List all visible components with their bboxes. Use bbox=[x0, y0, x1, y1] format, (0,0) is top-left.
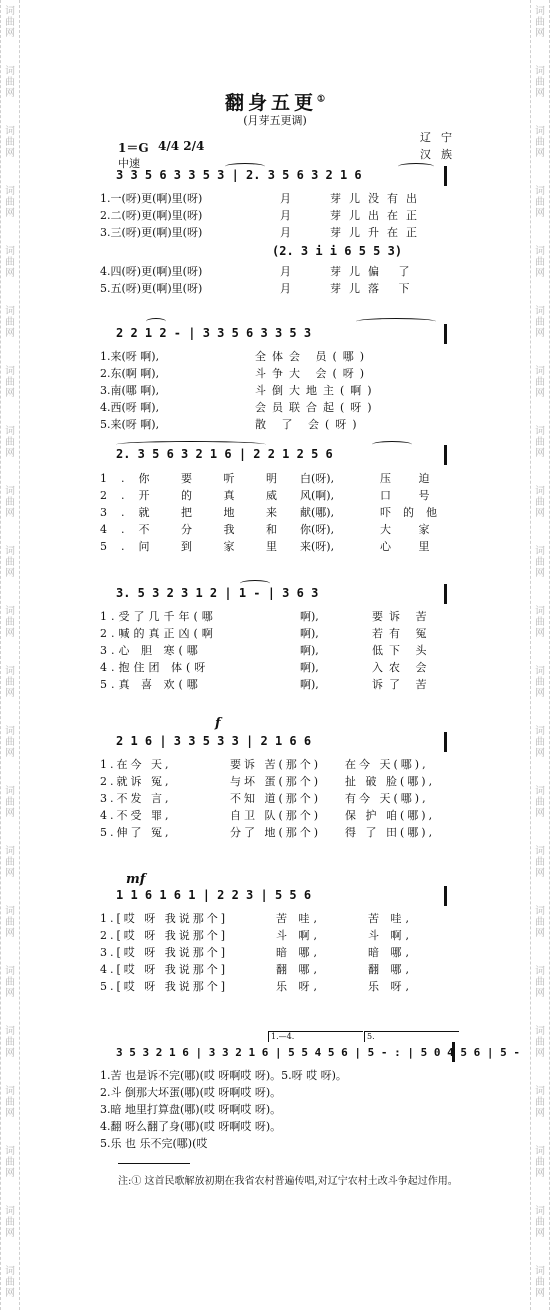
tempo-marking: 中速 bbox=[118, 157, 140, 170]
side-watermark: 词 曲 网 bbox=[5, 66, 15, 99]
lyric-fragment: 1.[哎 呀 我说那个] bbox=[100, 912, 229, 925]
lyric-fragment: 啊), bbox=[300, 661, 319, 674]
lyric-fragment: 苦 哇, bbox=[368, 912, 413, 925]
lyric-fragment: 月 bbox=[280, 282, 291, 295]
lyric-fragment: 5.[哎 呀 我说那个] bbox=[100, 980, 229, 993]
lyric-fragment: 5.乐 也 乐不完(哪)(哎 bbox=[100, 1137, 208, 1150]
lyric-fragment: 压 迫 bbox=[380, 472, 442, 485]
lyric-fragment: 啊), bbox=[300, 610, 319, 623]
side-watermark: 词 曲 网 bbox=[5, 246, 15, 279]
lyric-fragment: 2.就诉 冤, bbox=[100, 775, 172, 788]
lyric-fragment: 2.斗 倒那大坏蛋(哪)(哎 呀啊哎 呀)。 bbox=[100, 1086, 282, 1099]
notation-line: (2. 3 i i 6 5 5 3) bbox=[272, 244, 403, 258]
lyric-fragment: 会员联合起(呀) bbox=[255, 401, 378, 414]
side-watermark: 词 曲 网 bbox=[535, 666, 545, 699]
side-watermark: 词 曲 网 bbox=[535, 246, 545, 279]
tie bbox=[398, 163, 434, 170]
lyric-fragment: 有今 天(哪), bbox=[345, 792, 429, 805]
lyric-fragment: 芽儿出在正 bbox=[330, 209, 425, 222]
tie bbox=[225, 163, 265, 170]
side-watermark: 词 曲 网 bbox=[5, 666, 15, 699]
lyric-fragment: 月 bbox=[280, 226, 291, 239]
barline bbox=[444, 886, 447, 906]
side-watermark: 词 曲 网 bbox=[5, 606, 15, 639]
lyric-fragment: 4.[哎 呀 我说那个] bbox=[100, 963, 229, 976]
lyric-fragment: 3.南(哪 啊), bbox=[100, 384, 160, 397]
lyric-fragment: 暗 哪, bbox=[368, 946, 413, 959]
side-watermark: 词 曲 网 bbox=[535, 1146, 545, 1179]
lyric-fragment: 你(呀), bbox=[300, 523, 335, 536]
origin-region: 辽宁 bbox=[420, 131, 462, 144]
volta-bracket-second: 5. bbox=[364, 1031, 459, 1042]
lyric-fragment: 1.来(呀 啊), bbox=[100, 350, 160, 363]
side-watermark: 词 曲 网 bbox=[5, 1206, 15, 1239]
side-watermark: 词 曲 网 bbox=[5, 966, 15, 999]
lyric-fragment: 1.受了几千年(哪 bbox=[100, 610, 217, 623]
lyric-fragment: 3.心 胆 寒(哪 bbox=[100, 644, 202, 657]
lyric-fragment: 自卫 队(那个) bbox=[230, 809, 322, 822]
footnote: 注:① 这首民歌解放初期在我省农村普遍传唱,对辽宁农村土改斗争起过作用。 bbox=[118, 1176, 458, 1187]
side-watermark: 词 曲 网 bbox=[535, 846, 545, 879]
lyric-fragment: 散 了 会(呀) bbox=[255, 418, 363, 431]
barline bbox=[444, 324, 447, 344]
lyric-fragment: 4.四(呀)更(啊)里(呀) bbox=[100, 265, 203, 278]
lyric-fragment: 翻 哪, bbox=[276, 963, 321, 976]
lyric-fragment: 来(呀), bbox=[300, 540, 335, 553]
lyric-fragment: 分了 地(那个) bbox=[230, 826, 322, 839]
lyric-fragment: 口 号 bbox=[380, 489, 442, 502]
lyric-fragment: 入农 会 bbox=[372, 661, 433, 674]
time-signature: 4/4 2/4 bbox=[158, 139, 205, 153]
footnote-rule bbox=[118, 1163, 190, 1164]
lyric-fragment: 5.来(呀 啊), bbox=[100, 418, 160, 431]
side-watermark: 词 曲 网 bbox=[535, 606, 545, 639]
final-barline bbox=[452, 1042, 455, 1062]
title-footnote-marker: ① bbox=[316, 94, 326, 105]
notation-line: 1 1 6 1 6 1 | 2 2 3 | 5 5 6 bbox=[116, 888, 312, 902]
barline bbox=[444, 166, 447, 186]
lyric-fragment: 要诉 苦(那个) bbox=[230, 758, 322, 771]
side-watermark: 词 曲 网 bbox=[535, 186, 545, 219]
lyric-fragment: 与坏 蛋(那个) bbox=[230, 775, 322, 788]
lyric-fragment: 风(啊), bbox=[300, 489, 335, 502]
origin-ethnicity: 汉族 bbox=[420, 148, 462, 161]
lyric-fragment: 3.三(呀)更(啊)里(呀) bbox=[100, 226, 203, 239]
lyric-fragment: 芽儿落 下 bbox=[330, 282, 418, 295]
watermark-column-right bbox=[530, 0, 550, 1310]
lyric-fragment: 5.真 喜 欢(哪 bbox=[100, 678, 202, 691]
lyric-fragment: 3.暗 地里打算盘(哪)(哎 呀啊哎 呀)。 bbox=[100, 1103, 282, 1116]
lyric-fragment: 2.东(啊 啊), bbox=[100, 367, 160, 380]
side-watermark: 词 曲 网 bbox=[535, 306, 545, 339]
notation-line: 3 5 3 2 1 6 | 3 3 2 1 6 | 5 5 4 5 6 | 5 - : | 5 0 4 5 6 | 5 - bbox=[116, 1046, 520, 1059]
lyric-fragment: 月 bbox=[280, 209, 291, 222]
lyric-fragment: 全体会 员(哪) bbox=[255, 350, 371, 363]
lyric-fragment: 2.开 的 真 威 bbox=[100, 489, 291, 502]
lyric-fragment: 乐 呀, bbox=[276, 980, 321, 993]
lyric-fragment: 3.不发 言, bbox=[100, 792, 172, 805]
tie bbox=[356, 318, 436, 325]
notation-line: 3. 5 3 2 3 1 2 | 1 - | 3 6 3 bbox=[116, 586, 319, 600]
side-watermark: 词 曲 网 bbox=[5, 366, 15, 399]
side-watermark: 词 曲 网 bbox=[5, 306, 15, 339]
lyric-fragment: 4.不受 罪, bbox=[100, 809, 172, 822]
lyric-fragment: 啊), bbox=[300, 644, 319, 657]
side-watermark: 词 曲 网 bbox=[535, 66, 545, 99]
tie bbox=[372, 441, 412, 448]
lyric-fragment: 4.不 分 我 和 bbox=[100, 523, 291, 536]
side-watermark: 词 曲 网 bbox=[535, 486, 545, 519]
watermark-column-left bbox=[0, 0, 20, 1310]
notation-line: 2 2 1 2 - | 3 3 5 6 3 3 5 3 bbox=[116, 326, 312, 340]
lyric-fragment: 保 护 咱(哪), bbox=[345, 809, 436, 822]
lyric-fragment: 若有 冤 bbox=[372, 627, 433, 640]
side-watermark: 词 曲 网 bbox=[5, 846, 15, 879]
lyric-fragment: 5.伸了 冤, bbox=[100, 826, 172, 839]
side-watermark: 词 曲 网 bbox=[535, 726, 545, 759]
lyric-fragment: 5.五(呀)更(啊)里(呀) bbox=[100, 282, 203, 295]
lyric-fragment: 斗倒大地主(啊) bbox=[255, 384, 378, 397]
lyric-fragment: 苦 哇, bbox=[276, 912, 321, 925]
lyric-fragment: 献(哪), bbox=[300, 506, 335, 519]
lyric-fragment: 4.抱住团 体(呀 bbox=[100, 661, 210, 674]
lyric-fragment: 低下 头 bbox=[372, 644, 433, 657]
side-watermark: 词 曲 网 bbox=[535, 126, 545, 159]
side-watermark: 词 曲 网 bbox=[5, 1086, 15, 1119]
lyric-fragment: 2.喊的真正凶(啊 bbox=[100, 627, 217, 640]
lyric-fragment: 斗 啊, bbox=[276, 929, 321, 942]
side-watermark: 词 曲 网 bbox=[535, 966, 545, 999]
side-watermark: 词 曲 网 bbox=[5, 186, 15, 219]
barline bbox=[444, 584, 447, 604]
volta-bracket-first: 1.—4. bbox=[268, 1031, 363, 1042]
lyric-fragment: 斗争大 会(呀) bbox=[255, 367, 371, 380]
dynamic-forte: f bbox=[215, 716, 221, 731]
side-watermark: 词 曲 网 bbox=[535, 546, 545, 579]
lyric-fragment: 诉了 苦 bbox=[372, 678, 433, 691]
side-watermark: 词 曲 网 bbox=[535, 366, 545, 399]
song-subtitle: (月芽五更调) bbox=[243, 114, 307, 127]
lyric-fragment: 翻 哪, bbox=[368, 963, 413, 976]
lyric-fragment: 要诉 苦 bbox=[372, 610, 433, 623]
side-watermark: 词 曲 网 bbox=[535, 1086, 545, 1119]
lyric-fragment: 芽儿偏 了 bbox=[330, 265, 418, 278]
lyric-fragment: 暗 哪, bbox=[276, 946, 321, 959]
lyric-fragment: 白(呀), bbox=[300, 472, 335, 485]
lyric-fragment: 斗 啊, bbox=[368, 929, 413, 942]
notation-line: 3 3 5 6 3 3 5 3 | 2. 3 5 6 3 2 1 6 bbox=[116, 168, 362, 182]
lyric-fragment: 3.[哎 呀 我说那个] bbox=[100, 946, 229, 959]
side-watermark: 词 曲 网 bbox=[5, 1146, 15, 1179]
lyric-fragment: 1.苦 也是诉不完(哪)(哎 呀啊哎 呀)。5.呀 哎 呀)。 bbox=[100, 1069, 347, 1082]
lyric-fragment: 扯 破 脸(哪), bbox=[345, 775, 436, 788]
side-watermark: 词 曲 网 bbox=[5, 906, 15, 939]
notation-line: 2. 3 5 6 3 2 1 6 | 2 2 1 2 5 6 bbox=[116, 447, 333, 461]
lyric-fragment: 在今 天(哪), bbox=[345, 758, 429, 771]
lyric-fragment: 4.西(呀 啊), bbox=[100, 401, 160, 414]
lyric-fragment: 啊), bbox=[300, 678, 319, 691]
lyric-fragment: 不知 道(那个) bbox=[230, 792, 322, 805]
lyric-fragment: 4.翻 呀么翻了身(哪)(哎 呀啊哎 呀)。 bbox=[100, 1120, 282, 1133]
side-watermark: 词 曲 网 bbox=[5, 126, 15, 159]
dynamic-mezzo-forte: mf bbox=[126, 872, 146, 887]
side-watermark: 词 曲 网 bbox=[535, 1206, 545, 1239]
lyric-fragment: 1.一(呀)更(啊)里(呀) bbox=[100, 192, 203, 205]
side-watermark: 词 曲 网 bbox=[5, 546, 15, 579]
lyric-fragment: 芽儿没有出 bbox=[330, 192, 425, 205]
lyric-fragment: 吓的他 bbox=[380, 506, 449, 519]
side-watermark: 词 曲 网 bbox=[535, 426, 545, 459]
barline bbox=[444, 445, 447, 465]
side-watermark: 词 曲 网 bbox=[535, 6, 545, 39]
lyric-fragment: 啊), bbox=[300, 627, 319, 640]
side-watermark: 词 曲 网 bbox=[5, 486, 15, 519]
lyric-fragment: 1.在今 天, bbox=[100, 758, 172, 771]
lyric-fragment: 2.二(呀)更(啊)里(呀) bbox=[100, 209, 203, 222]
lyric-fragment: 1.你 要 听 明 bbox=[100, 472, 291, 485]
side-watermark: 词 曲 网 bbox=[5, 1026, 15, 1059]
song-title: 翻身五更① bbox=[224, 92, 326, 114]
lyric-fragment: 3.就 把 地 来 bbox=[100, 506, 291, 519]
side-watermark: 词 曲 网 bbox=[5, 1266, 15, 1299]
side-watermark: 词 曲 网 bbox=[535, 1026, 545, 1059]
side-watermark: 词 曲 网 bbox=[5, 426, 15, 459]
tie bbox=[146, 318, 166, 325]
side-watermark: 词 曲 网 bbox=[535, 906, 545, 939]
lyric-fragment: 5.问 到 家 里 bbox=[100, 540, 291, 553]
side-watermark: 词 曲 网 bbox=[5, 726, 15, 759]
side-watermark: 词 曲 网 bbox=[5, 786, 15, 819]
lyric-fragment: 得 了 田(哪), bbox=[345, 826, 436, 839]
side-watermark: 词 曲 网 bbox=[535, 786, 545, 819]
side-watermark: 词 曲 网 bbox=[535, 1266, 545, 1299]
lyric-fragment: 月 bbox=[280, 265, 291, 278]
lyric-fragment: 芽儿升在正 bbox=[330, 226, 425, 239]
key-signature: 1＝G bbox=[118, 141, 149, 155]
lyric-fragment: 月 bbox=[280, 192, 291, 205]
notation-line: 2 1 6 | 3 3 5 3 3 | 2 1 6 6 bbox=[116, 734, 312, 748]
barline bbox=[444, 732, 447, 752]
lyric-fragment: 大 家 bbox=[380, 523, 442, 536]
lyric-fragment: 2.[哎 呀 我说那个] bbox=[100, 929, 229, 942]
lyric-fragment: 心 里 bbox=[380, 540, 442, 553]
side-watermark: 词 曲 网 bbox=[5, 6, 15, 39]
lyric-fragment: 乐 呀, bbox=[368, 980, 413, 993]
